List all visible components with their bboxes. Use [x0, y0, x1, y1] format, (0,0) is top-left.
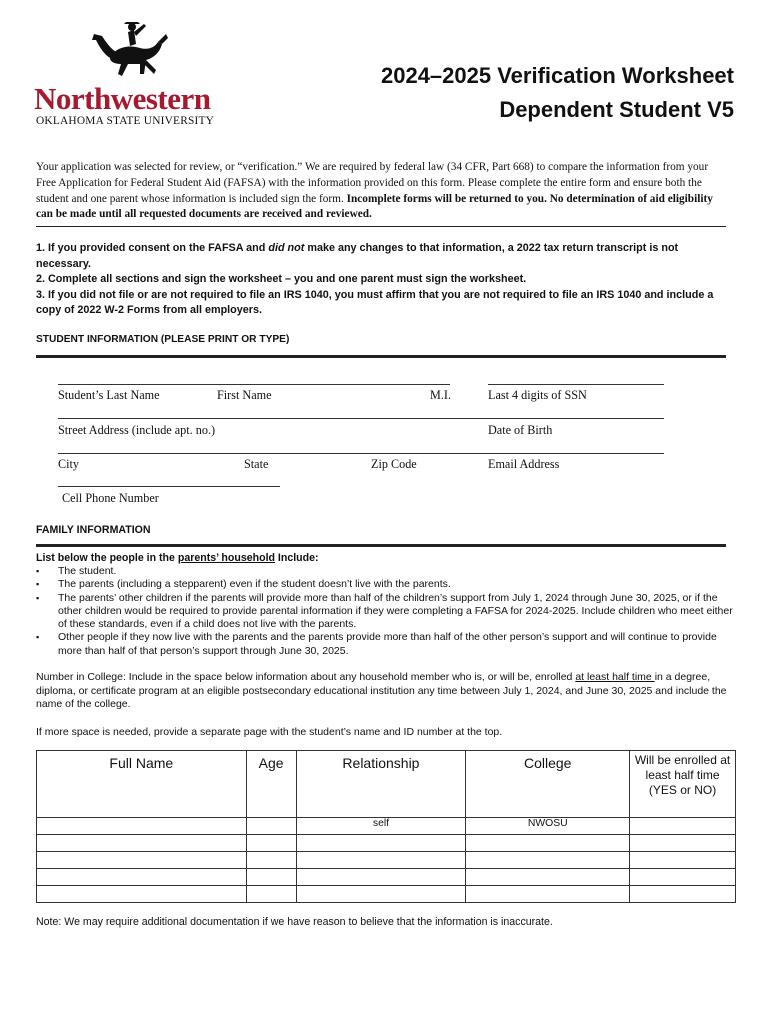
table-cell[interactable] — [246, 852, 296, 869]
intro-paragraph — [36, 160, 726, 223]
age-header: Age — [246, 751, 296, 818]
intro-divider — [36, 226, 726, 227]
table-cell[interactable] — [246, 886, 296, 903]
household-table — [36, 750, 736, 903]
bullet-text: The parents (including a stepparent) even if the student doesn’t live with the parents. — [58, 578, 451, 591]
table-cell[interactable] — [630, 835, 736, 852]
list-intro-end: Include: — [274, 552, 319, 564]
table-row — [37, 835, 736, 852]
number-in-college-paragraph — [36, 671, 732, 712]
ssn-field-line[interactable] — [488, 384, 664, 385]
number-in-college-underlined: at least half time — [575, 671, 655, 683]
cell-phone-label: Cell Phone Number — [62, 491, 159, 505]
number-in-college-text-end: in a degree, diploma, or certificate program at an eligible postsecondary educational institution any time between July 1, 2024, and June 30, 2025 and include the name of the college. — [36, 671, 727, 710]
worksheet-subtitle: Dependent Student V5 — [499, 97, 734, 122]
more-space-note: If more space is needed, provide a separate page with the student’s name and ID number at the top. — [36, 726, 503, 738]
table-cell[interactable] — [296, 869, 466, 886]
table-cell[interactable] — [246, 818, 296, 835]
bullet-icon: ▪ — [36, 579, 40, 590]
cell-phone-field-line[interactable] — [58, 486, 280, 487]
table-cell[interactable] — [466, 835, 630, 852]
bullet-icon: ▪ — [36, 566, 40, 576]
list-item — [36, 565, 736, 578]
enrollment-header: Will be enrolled at least half time (YES or NO) — [630, 751, 736, 818]
table-cell[interactable] — [296, 852, 466, 869]
cowboy-rider-on-bucking-horse-icon — [88, 18, 168, 88]
date-of-birth-label: Date of Birth — [488, 423, 553, 437]
table-row — [37, 818, 736, 835]
table-cell[interactable] — [466, 869, 630, 886]
list-item — [36, 578, 736, 591]
instruction-1-italic: did not — [268, 242, 305, 254]
email-address-label: Email Address — [488, 457, 560, 471]
table-cell[interactable] — [466, 852, 630, 869]
college-header: College — [466, 751, 630, 818]
instructions-list — [36, 241, 726, 319]
instruction-item-3: 3. If you did not file or are not required to file an IRS 1040, you must affirm that you are not required to file an IRS 1040 and include a copy of 2022 W-2 Forms from all employers. — [36, 288, 714, 316]
table-cell[interactable] — [37, 835, 247, 852]
table-cell[interactable] — [630, 818, 736, 835]
city-label: City — [58, 457, 79, 471]
intro-text: Your application was selected for review, or “verification.” We are required by federal law (34 CFR, Part 668) to compare the information from your Free Application for Federal Student Aid (FAFSA) with the information provided on this form. Please complete the entire form and ensure both the student and one parent whose information is included sign the form. — [36, 161, 709, 205]
instruction-item-1 — [36, 241, 726, 272]
list-item — [36, 592, 736, 632]
intro-bold-text: Incomplete forms will be returned to you. No determination of aid eligibility can be made until all requested documents are received and reviewed. — [36, 192, 713, 221]
table-cell[interactable] — [630, 886, 736, 903]
table-cell[interactable] — [296, 886, 466, 903]
family-info-divider — [36, 544, 726, 547]
bullet-text: The student. — [58, 565, 117, 577]
relationship-header: Relationship — [296, 751, 466, 818]
bullet-icon: ▪ — [36, 592, 40, 603]
table-row — [37, 886, 736, 903]
list-intro-text: List below the people in the — [36, 552, 178, 564]
zip-code-label: Zip Code — [371, 457, 417, 471]
logo-brand-text: Northwestern — [34, 81, 211, 116]
table-cell[interactable] — [466, 886, 630, 903]
table-row — [37, 869, 736, 886]
table-row — [37, 852, 736, 869]
table-cell[interactable]: NWOSU — [466, 818, 630, 835]
full-name-header: Full Name — [37, 751, 247, 818]
bullet-text: Other people if they now live with the parents and the parents provide more than half of the other person’s support and will continue to provide more than half of that person’s support through June 30, 2025. — [58, 631, 717, 657]
instruction-1-text-end: make any changes to that information, a 2022 tax return transcript is not necessary. — [36, 242, 679, 270]
first-name-label: First Name — [217, 388, 272, 402]
table-cell[interactable] — [630, 869, 736, 886]
state-label: State — [244, 457, 269, 471]
city-field-line[interactable] — [58, 453, 664, 454]
number-in-college-text: Number in College: Include in the space below information about any household member who is, or will be, enrolled — [36, 671, 576, 683]
name-field-line[interactable] — [58, 384, 450, 385]
bullet-text: The parents’ other children if the parents will provide more than half of the children’s support from July 1, 2024 through June 30, 2025, or if the other children would be required to provide parental information if they were completing a FAFSA for 2024-2025. Include children who meet either of these standards, even if a child does not live with the parents. — [58, 591, 733, 631]
mi-label: M.I. — [430, 388, 451, 402]
table-cell[interactable] — [246, 835, 296, 852]
table-cell[interactable] — [37, 852, 247, 869]
household-list-intro — [36, 552, 319, 564]
address-field-line[interactable] — [58, 418, 664, 419]
university-logo — [30, 18, 215, 130]
instruction-1-text: 1. If you provided consent on the FAFSA and — [36, 242, 269, 254]
table-cell[interactable] — [37, 869, 247, 886]
table-cell[interactable] — [246, 869, 296, 886]
table-cell[interactable] — [37, 818, 247, 835]
table-cell[interactable] — [296, 835, 466, 852]
table-cell[interactable] — [37, 886, 247, 903]
family-info-heading: FAMILY INFORMATION — [36, 524, 151, 536]
student-info-divider — [36, 355, 726, 358]
accuracy-note: Note: We may require additional documentation if we have reason to believe that the information is inaccurate. — [36, 916, 553, 928]
logo-subtitle-text: OKLAHOMA STATE UNIVERSITY — [36, 115, 215, 127]
list-intro-underlined: parents’ household — [177, 552, 275, 564]
worksheet-title: 2024–2025 Verification Worksheet — [380, 63, 734, 88]
last-name-label: Student’s Last Name — [58, 388, 160, 402]
ssn-label: Last 4 digits of SSN — [488, 388, 587, 402]
table-cell[interactable] — [630, 852, 736, 869]
street-address-label: Street Address (include apt. no.) — [58, 423, 216, 437]
bullet-icon: ▪ — [36, 632, 40, 643]
instruction-item-2: 2. Complete all sections and sign the worksheet – you and one parent must sign the worksheet. — [36, 273, 527, 285]
table-cell[interactable]: self — [296, 818, 466, 835]
household-bullet-list — [36, 565, 736, 658]
table-header-row — [37, 751, 736, 818]
student-info-heading: STUDENT INFORMATION (PLEASE PRINT OR TYPE) — [36, 334, 290, 345]
list-item — [36, 631, 736, 658]
